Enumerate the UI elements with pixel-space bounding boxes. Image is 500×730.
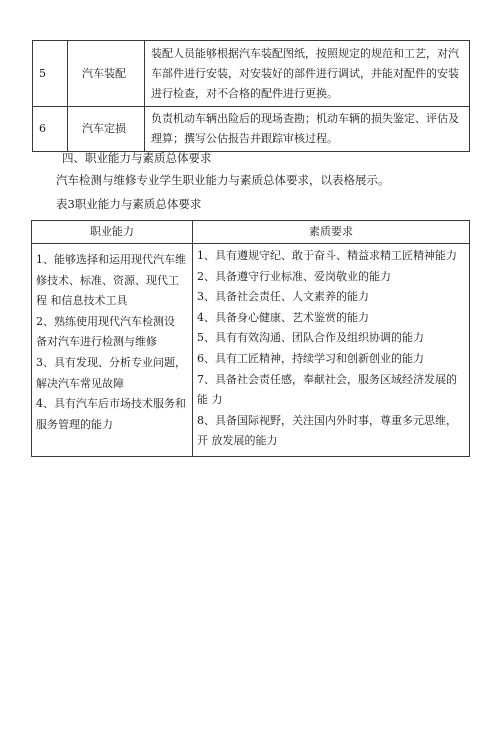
table-header-row bbox=[32, 221, 470, 244]
job-description: 装配人员能够根据汽车装配图纸，按照规定的规范和工艺，对汽 车部件进行安装，对安装好的部件进行调试，并能对配件的安装 进行检查，对不合格的配件进行更换。 bbox=[145, 41, 470, 107]
table-row bbox=[33, 107, 470, 152]
table-caption: 表3职业能力与素质总体要求 bbox=[56, 197, 202, 211]
quality-item: 6、具有工匠精神，持续学习和创新创业的能力 bbox=[197, 351, 424, 365]
header-quality: 素质要求 bbox=[193, 221, 470, 244]
section-heading: 四、职业能力与素质总体要求 bbox=[62, 151, 212, 165]
ability-item: 2、熟练使用现代汽车检测设 备对汽车进行检测与维修 bbox=[36, 314, 175, 349]
ability-item: 4、具有汽车后市场技术服务和 服务管理的能力 bbox=[36, 397, 186, 431]
quality-item: 1、具有遵规守纪、敢于奋斗、精益求精工匠精神能力 bbox=[197, 249, 457, 262]
row-number: 6 bbox=[33, 107, 68, 152]
ability-item: 1、能够选择和运用现代汽车维 修技术、标准、资源、现代工程 和信息技术工具 bbox=[36, 253, 186, 308]
quality-cell bbox=[193, 244, 470, 457]
quality-item: 3、具备社会责任、人文素养的能力 bbox=[197, 290, 369, 304]
quality-item: 7、具备社会责任感，奉献社会，服务区域经济发展的能 力 bbox=[197, 372, 457, 407]
ability-item: 3、具有发现、分析专业问题， 解决汽车常见故障 bbox=[36, 355, 186, 390]
ability-cell bbox=[32, 244, 193, 457]
quality-item: 8、具备国际视野，关注国内外时事，尊重多元思维，开 放发展的能力 bbox=[197, 413, 457, 448]
quality-item: 4、具备身心健康、艺术鉴赏的能力 bbox=[197, 310, 369, 324]
job-title: 汽车定损 bbox=[68, 107, 145, 152]
intro-paragraph: 汽车检测与维修专业学生职业能力与素质总体要求，以表格展示。 bbox=[56, 173, 390, 187]
header-ability: 职业能力 bbox=[32, 221, 193, 244]
job-table bbox=[32, 40, 470, 152]
job-description: 负责机动车辆出险后的现场查勘；机动车辆的损失鉴定、评估及 理算；撰写公估报告并跟踪审核过程。 bbox=[145, 107, 470, 152]
row-number: 5 bbox=[33, 41, 68, 107]
table-row bbox=[33, 41, 470, 107]
quality-item: 2、具备遵守行业标准、爱岗敬业的能力 bbox=[197, 269, 391, 283]
quality-table bbox=[31, 220, 470, 457]
table-row bbox=[32, 244, 470, 457]
job-title: 汽车装配 bbox=[68, 41, 145, 107]
quality-item: 5、具有有效沟通、团队合作及组织协调的能力 bbox=[197, 331, 424, 345]
